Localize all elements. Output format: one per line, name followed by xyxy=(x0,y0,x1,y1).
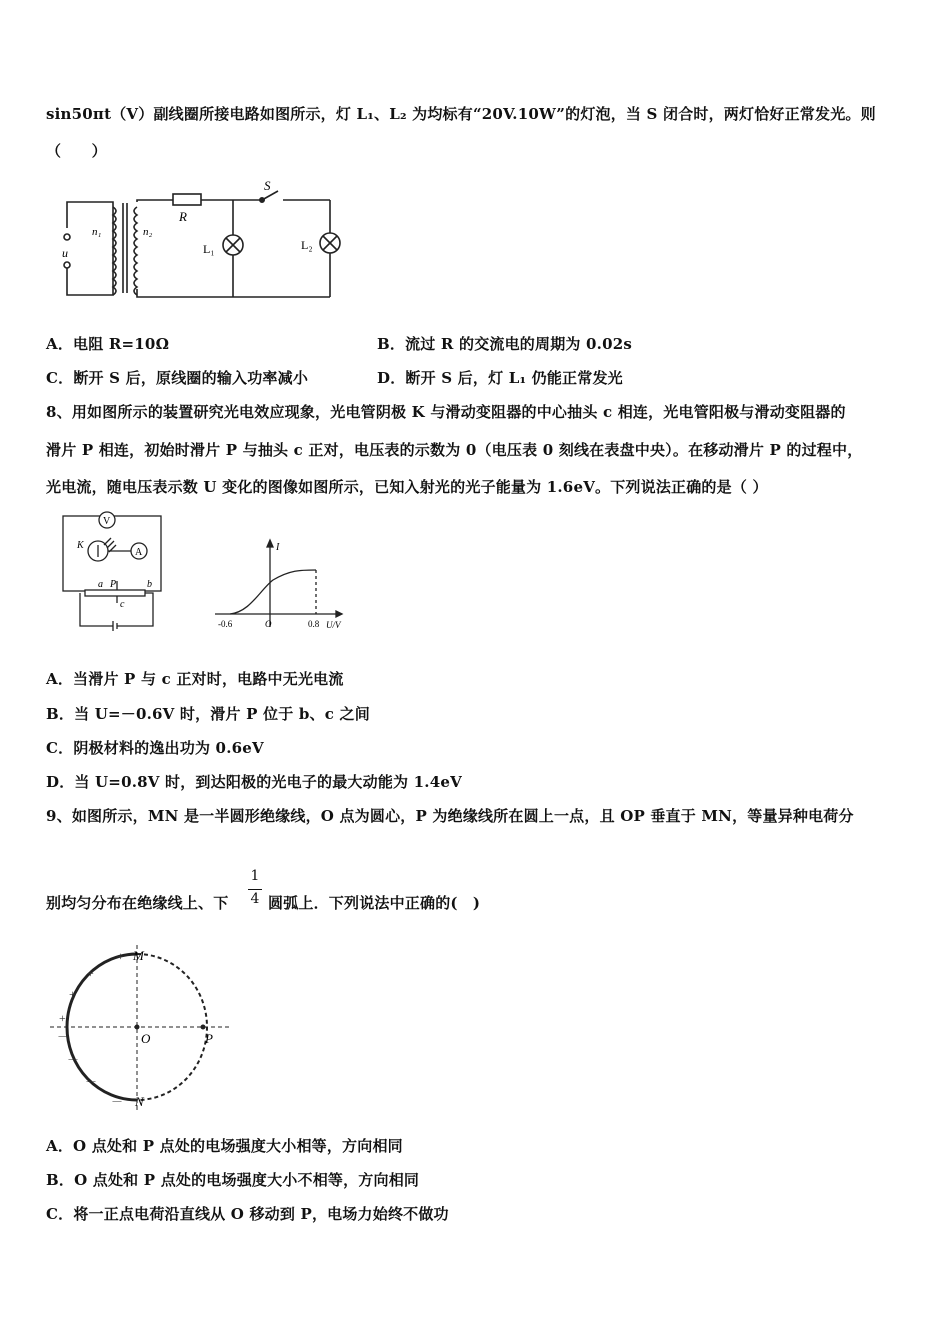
q9-stem-line1: 9、如图所示，MN 是一半圆形绝缘线，O 点为圆心，P 为绝缘线所在圆上一点，且 OP 垂直于 MN，等量异种电荷分 xyxy=(46,807,854,825)
q8-graph-axis-u: U/V xyxy=(326,620,341,630)
q8-option-d: D．当 U=0.8V 时，到达阳极的光电子的最大动能为 1.4eV xyxy=(46,773,462,791)
q9-option-b: B．O 点处和 P 点处的电场强度大小不相等，方向相同 xyxy=(46,1171,420,1189)
q9-label-n: N xyxy=(135,1094,144,1109)
q7-transformer-circuit-figure xyxy=(55,175,345,305)
q7-option-c: C．断开 S 后，原线圈的输入功率减小 xyxy=(46,369,309,387)
q7-option-a: A．电阻 R=10Ω xyxy=(46,335,170,353)
q9-stem-line2-before: 别均匀分布在绝缘线上、下 xyxy=(46,894,229,912)
q8-graph-tick-pos: 0.8 xyxy=(308,619,320,629)
q9-option-a: A．O 点处和 P 点处的电场强度大小相等，方向相同 xyxy=(46,1137,403,1155)
q7-option-d: D．断开 S 后，灯 L₁ 仍能正常发光 xyxy=(377,369,623,387)
q9-plus-charge: + xyxy=(87,966,94,980)
q7-label-r: R xyxy=(179,209,187,224)
q9-fraction-denominator: 4 xyxy=(250,891,260,907)
q7-label-n1: n₁ xyxy=(92,226,102,238)
q8-current-voltage-graph xyxy=(210,535,355,635)
q8-stem-line1: 8、用如图所示的装置研究光电效应现象，光电管阴极 K 与滑动变阻器的中心抽头 c 相连，光电管阳极与滑动变阻器的 xyxy=(46,403,846,421)
q9-minus-charge: － xyxy=(111,1095,124,1109)
q7-stem-line1: sin50πt（V）副线圈所接电路如图所示，灯 L₁、L₂ 为均标有“20V.10W”的灯泡，当 S 闭合时，两灯恰好正常发光。则 xyxy=(46,105,876,123)
q9-minus-charge: － xyxy=(57,1030,70,1044)
q8-label-k: K xyxy=(77,540,84,551)
q9-label-p: P xyxy=(205,1031,213,1046)
q7-label-u: u xyxy=(62,246,68,260)
q8-ammeter-label: A xyxy=(135,547,143,558)
q8-graph-tick-neg: -0.6 xyxy=(218,619,233,629)
q9-minus-charge: － xyxy=(67,1053,80,1067)
q7-label-s: S xyxy=(264,178,271,193)
q7-label-n2: n₂ xyxy=(143,226,153,238)
q8-label-a: a xyxy=(98,579,103,590)
q9-minus-charge: － xyxy=(85,1075,98,1089)
q8-stem-line2: 滑片 P 相连，初始时滑片 P 与抽头 c 正对，电压表的示数为 0（电压表 0 刻线在表盘中央）。在移动滑片 P 的过程中， xyxy=(46,441,863,459)
q8-graph-origin: O xyxy=(265,619,272,629)
q7-label-l1: L₁ xyxy=(203,242,215,256)
q8-option-a: A．当滑片 P 与 c 正对时，电路中无光电流 xyxy=(46,670,344,688)
q8-label-c: c xyxy=(120,599,125,610)
q8-option-c: C．阴极材料的逸出功为 0.6eV xyxy=(46,739,264,757)
q9-stem-line2-after: 圆弧上．下列说法中正确的( ) xyxy=(268,894,481,912)
q8-label-b: b xyxy=(147,579,152,590)
q8-stem-line3: 光电流，随电压表示数 U 变化的图像如图所示，已知入射光的光子能量为 1.6eV。下列说法正确的是（ ） xyxy=(46,478,768,496)
q7-stem-line2: （ ） xyxy=(46,142,107,160)
q8-photoelectric-circuit-figure xyxy=(55,508,170,636)
q9-plus-charge: + xyxy=(69,987,76,1001)
q8-option-b: B．当 U=－0.6V 时，滑片 P 位于 b、c 之间 xyxy=(46,705,370,723)
q8-graph-axis-i: I xyxy=(276,542,280,553)
q7-option-b: B．流过 R 的交流电的周期为 0.02s xyxy=(377,335,632,353)
q8-voltmeter-label: V xyxy=(103,516,111,527)
q9-semicircle-figure xyxy=(45,940,235,1115)
q8-label-p: P xyxy=(110,579,117,590)
q9-plus-charge: + xyxy=(117,949,124,963)
q9-fraction-numerator: 1 xyxy=(250,868,260,884)
q9-fraction-bar xyxy=(248,889,262,890)
q7-label-l2: L₂ xyxy=(301,238,313,252)
q9-label-m: M xyxy=(133,948,144,963)
q9-option-c: C．将一正点电荷沿直线从 O 移动到 P，电场力始终不做功 xyxy=(46,1205,449,1223)
q9-label-o: O xyxy=(141,1031,151,1046)
q9-plus-charge: + xyxy=(59,1011,66,1025)
